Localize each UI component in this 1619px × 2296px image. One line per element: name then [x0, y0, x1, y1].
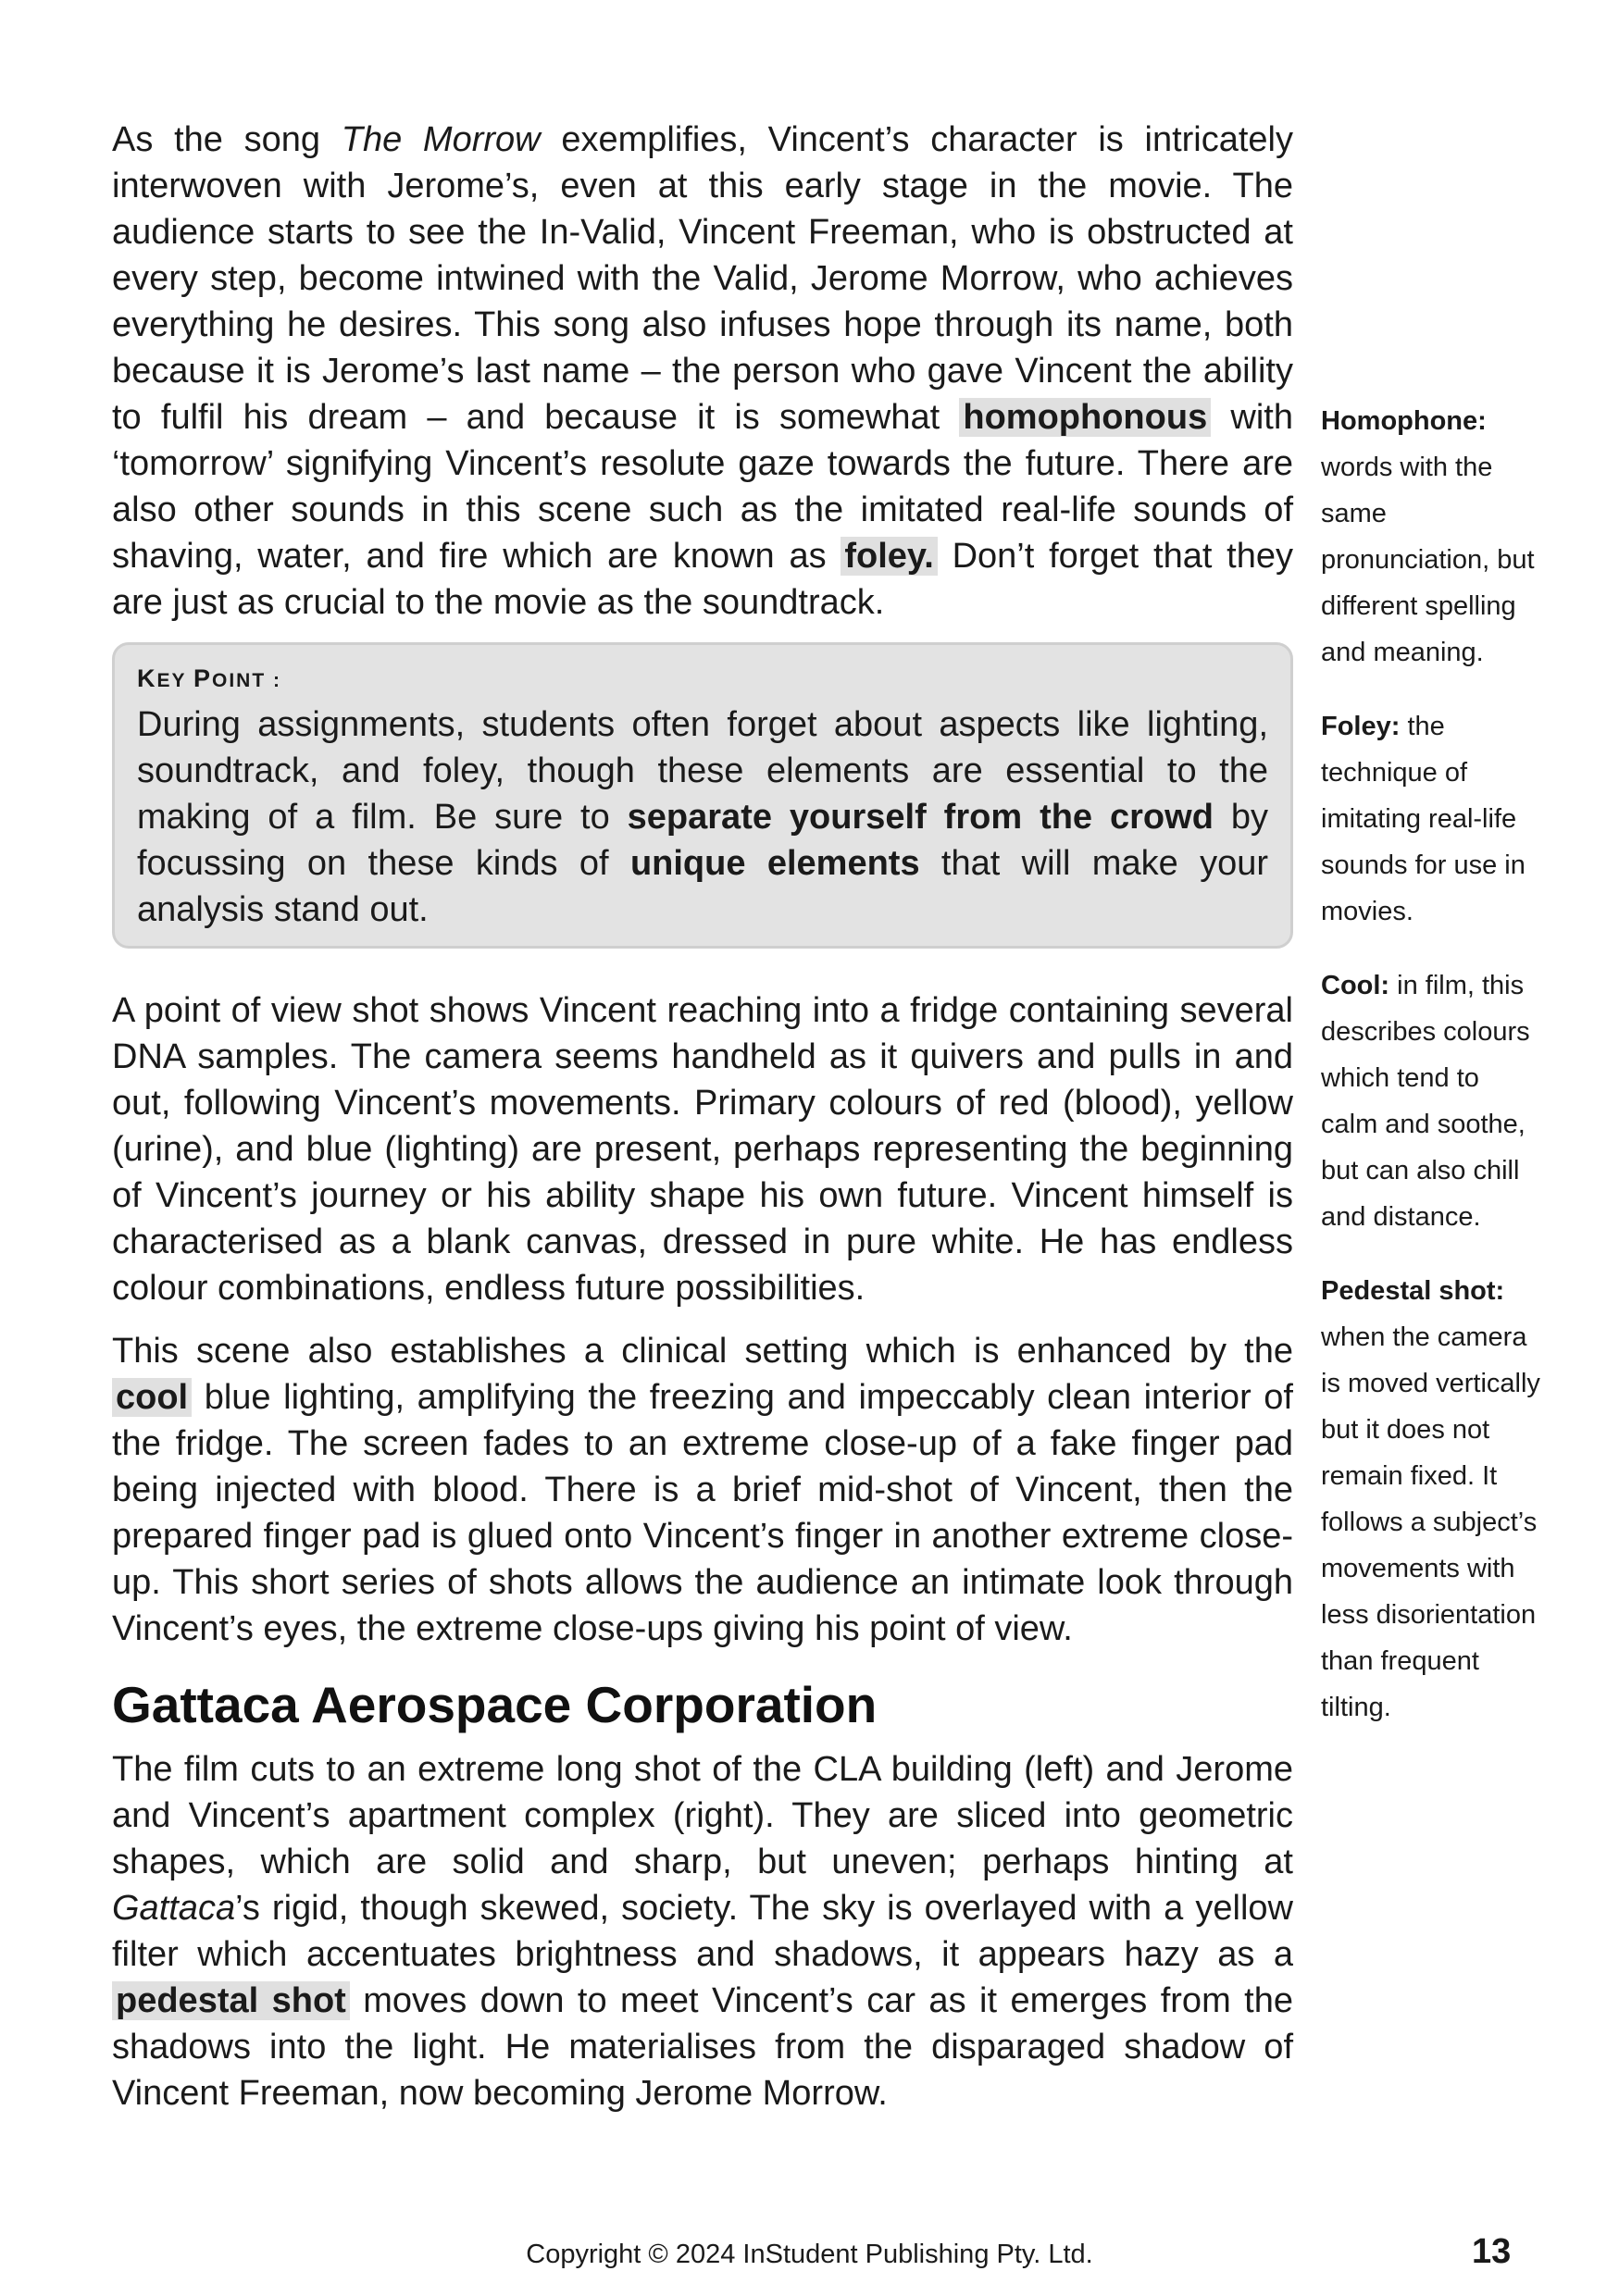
highlighted-term-homophonous: homophonous	[959, 398, 1211, 437]
highlighted-term-pedestal-shot: pedestal shot	[112, 1981, 350, 2020]
glossary-definition: when the camera is moved vertically but it does not remain fixed. It follows a subject’s movements with less disorientation than frequent tilting.	[1321, 1322, 1540, 1722]
film-title: Gattaca	[112, 1889, 236, 1928]
glossary-term: Foley:	[1321, 712, 1401, 741]
paragraph-point-of-view: A point of view shot shows Vincent reaching into a fridge containing several DNA samples. The camera seems handheld as it quivers and pulls in and out, following Vincent’s movements. Primary colours of red (blood), yellow (urine), and blue (lighting) are present, perhaps representing the beginning of Vincent’s journey or his ability shape his own future. Vincent himself is characterised as a blank canvas, dressed in pure white. He has endless colour combinations, endless future possibilities.	[112, 991, 1293, 1308]
glossary-sidebar	[1321, 398, 1543, 1758]
bold-phrase: unique elements	[629, 844, 920, 883]
text: with ‘tomorrow’ signifying Vincent’s resolute gaze towards the future. There are also other sounds in this scene such as the imitated real-life sounds of shaving, water, and fire which are known as	[112, 398, 1293, 576]
paragraph-extreme-long-shot: The film cuts to an extreme long shot of the CLA building (left) and Jerome and Vincent’s apartment complex (right). They are sliced into geometric shapes, which are solid and sharp, but uneven; perhaps hinting at Gattaca’s rigid, though skewed, society. The sky is overlayed with a yellow filter which accentuates brightness and shadows, it appears hazy as a pedestal shot moves down to meet Vincent’s car as it emerges from the shadows into the light. He materialises from the disparaged shadow of Vincent Freeman, now becoming Jerome Morrow.	[112, 1750, 1293, 2113]
glossary-term: Homophone:	[1321, 406, 1487, 436]
glossary-term: Pedestal shot:	[1321, 1276, 1505, 1306]
glossary-definition: the technique of imitating real-life sounds for use in movies.	[1321, 712, 1526, 926]
song-title: The Morrow	[341, 120, 541, 159]
section-heading: Gattaca Aerospace Corporation	[112, 1676, 878, 1733]
glossary-entry-foley	[1321, 703, 1543, 935]
highlighted-term-cool: cool	[112, 1378, 192, 1417]
key-point-box	[112, 642, 1293, 949]
key-point-title: KEY POINT :	[137, 664, 281, 692]
highlighted-term-foley: foley.	[841, 537, 937, 576]
paragraph-clinical-setting: This scene also establishes a clinical setting which is enhanced by the cool blue lighting, amplifying the freezing and impeccably clean interior of the fridge. The screen fades to an extreme close-up of a fake finger pad being injected with blood. There is a brief mid-shot of Vincent, then the prepared finger pad is glued onto Vincent’s finger in another extreme close-up. This short series of shots allows the audience an intimate look through Vincent’s eyes, the extreme close-ups giving his point of view.	[112, 1332, 1293, 1648]
glossary-definition: words with the same pronunciation, but different spelling and meaning.	[1321, 453, 1535, 667]
glossary-entry-cool	[1321, 962, 1543, 1240]
main-column	[112, 117, 1293, 2133]
text: exemplifies, Vincent’s character is intricately interwoven with Jerome’s, even at this early stage in the movie. The audience starts to see the In-Valid, Vincent Freeman, who is obstructed at every step, become intwined with the Valid, Jerome Morrow, who achieves everything he desires. This song also infuses hope through its name, both because it is Jerome’s last name – the person who gave Vincent the ability to fulfil his dream – and because it is somewhat	[112, 120, 1293, 437]
paragraph-morrow-song	[112, 117, 1293, 626]
copyright-footer: Copyright © 2024 InStudent Publishing Pty. Ltd.	[526, 2240, 1093, 2269]
glossary-entry-pedestal-shot	[1321, 1268, 1543, 1731]
page-number: 13	[1472, 2232, 1512, 2271]
glossary-term: Cool:	[1321, 971, 1390, 1000]
text: As the song	[112, 120, 342, 159]
key-point-body: During assignments, students often forget about aspects like lighting, soundtrack, and foley, though these elements are essential to the making of a film. Be sure to separate yourself from the crowd by focussing on these kinds of unique elements that will make your analysis stand out.	[137, 705, 1268, 929]
text: Don’t forget that they are just as crucial to the movie as the soundtrack.	[112, 537, 1294, 622]
bold-phrase: separate yourself from the crowd	[627, 798, 1214, 837]
glossary-entry-homophone	[1321, 398, 1543, 676]
glossary-definition: in film, this describes colours which tend to calm and soothe, but can also chill and distance.	[1321, 971, 1530, 1232]
